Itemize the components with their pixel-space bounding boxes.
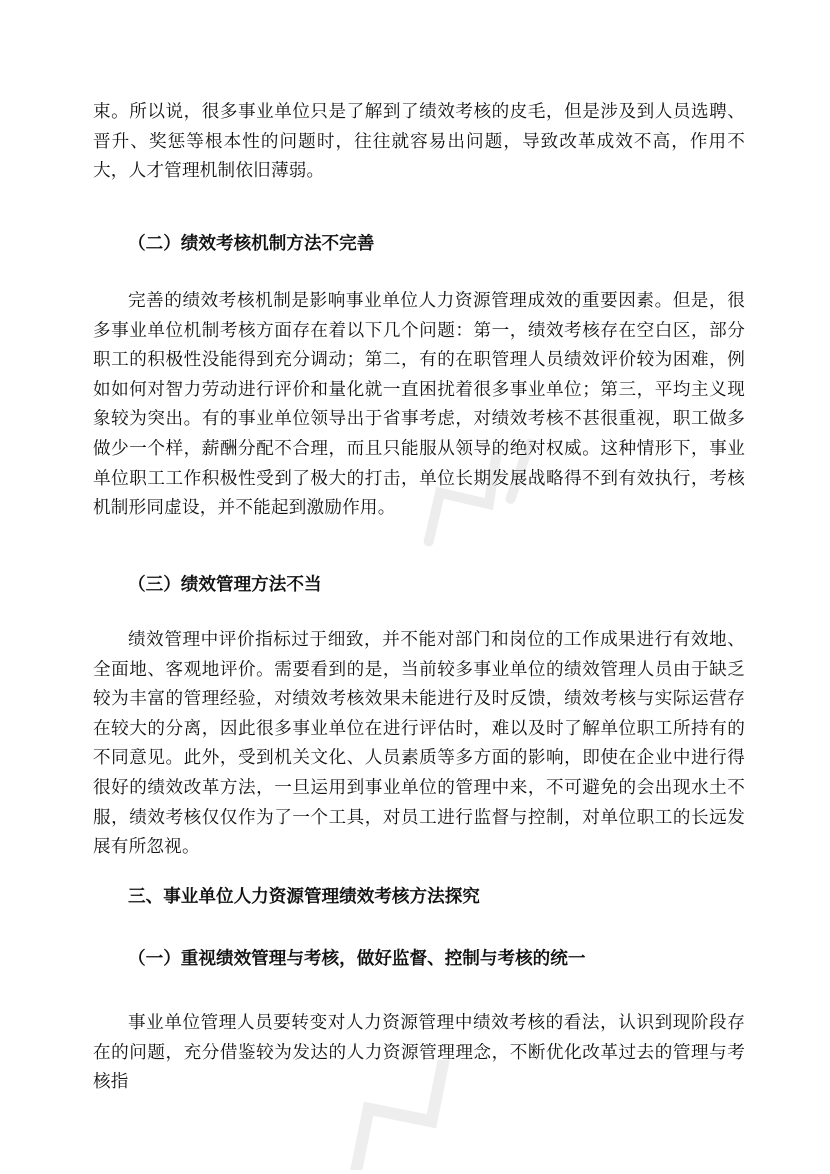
- heading-performance-mechanism: （二）绩效考核机制方法不完善: [128, 234, 375, 254]
- paragraph-mechanism-problems: 完善的绩效考核机制是影响事业单位人力资源管理成效的重要因素。但是，很多事业单位机制考核方面存在着以下几个问题：第一，绩效考核存在空白区，部分职工的积极性没能得到充分调动；第二，有的在职管理人员绩效评价较为困难，例如如何对智力劳动进行评价和量化就一直困扰着很多事业单位；第三，平均主义现象较为突出。有的事业单位领导出于省事考虑，对绩效考核不甚很重视，职工做多做少一个样，薪酬分配不合理，而且只能服从领导的绝对权威。这种情形下，事业单位职工工作积极性受到了极大的打击，单位长期发展战略得不到有效执行，考核机制形同虚设，并不能起到激励作用。: [93, 291, 745, 519]
- paragraph-continuation: 束。所以说，很多事业单位只是了解到了绩效考核的皮毛，但是涉及到人员选聘、晋升、奖惩等根本性的问题时，往往就容易出问题，导致改革成效不高，作用不大，人才管理机制依旧薄弱。: [93, 102, 745, 182]
- section-heading-exploration: 三、事业单位人力资源管理绩效考核方法探究: [128, 887, 480, 907]
- heading-emphasize-management: （一）重视绩效管理与考核，做好监督、控制与考核的统一: [128, 949, 586, 969]
- paragraph-management-methods: 绩效管理中评价指标过于细致，并不能对部门和岗位的工作成果进行有效地、全面地、客观地评价。需要看到的是，当前较多事业单位的绩效管理人员由于缺乏较为丰富的管理经验，对绩效考核效果未能进行及时反馈，绩效考核与实际运营存在较大的分离，因此很多事业单位在进行评估时，难以及时了解单位职工所持有的不同意见。此外，受到机关文化、人员素质等多方面的影响，即使在企业中进行得很好的绩效改革方法，一旦运用到事业单位的管理中来，不可避免的会出现水土不服，绩效考核仅仅作为了一个工具，对员工进行监督与控制，对单位职工的长远发展有所忽视。: [93, 630, 745, 858]
- heading-management-methods: （三）绩效管理方法不当: [128, 575, 322, 595]
- paragraph-managers-change: 事业单位管理人员要转变对人力资源管理中绩效考核的看法，认识到现阶段存在的问题，充分借鉴较为发达的人力资源管理理念，不断优化改革过去的管理与考核指: [93, 1013, 745, 1093]
